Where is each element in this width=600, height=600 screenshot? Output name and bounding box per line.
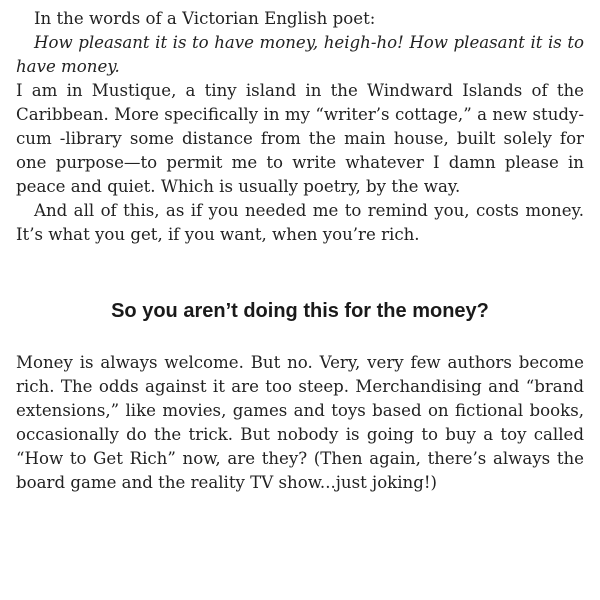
poem-quote: How pleasant it is to have money, heigh-ho! How pleasant it is to have money.	[16, 33, 584, 76]
answer-paragraph: Money is always welcome. But no. Very, very few authors become rich. The odds against it are too steep. Merchandising and “brand extensions,” like movies, games and toys based on fictional books, occasionally do the trick. But nobody is going to buy a toy called “How to Get Rich” now, are they? (Then again, there’s always the board game and the reality TV show...just joking!)	[16, 353, 584, 492]
quote-attribution: In the words of a Victorian English poet:	[34, 9, 376, 28]
body-paragraph-costs-money: And all of this, as if you needed me to remind you, costs money. It’s what you get, if you want, when you’re rich.	[16, 201, 584, 244]
section-heading: So you aren’t doing this for the money?	[111, 300, 489, 322]
book-page	[16, 0, 584, 495]
body-paragraph-mustique: I am in Mustique, a tiny island in the Windward Islands of the Caribbean. More specifically in my “writer’s cottage,” a new study-cum -library some distance from the main house, built solely for one purpose—to permit me to write whatever I damn please in peace and quiet. Which is usually poetry, by the way.	[16, 81, 584, 196]
